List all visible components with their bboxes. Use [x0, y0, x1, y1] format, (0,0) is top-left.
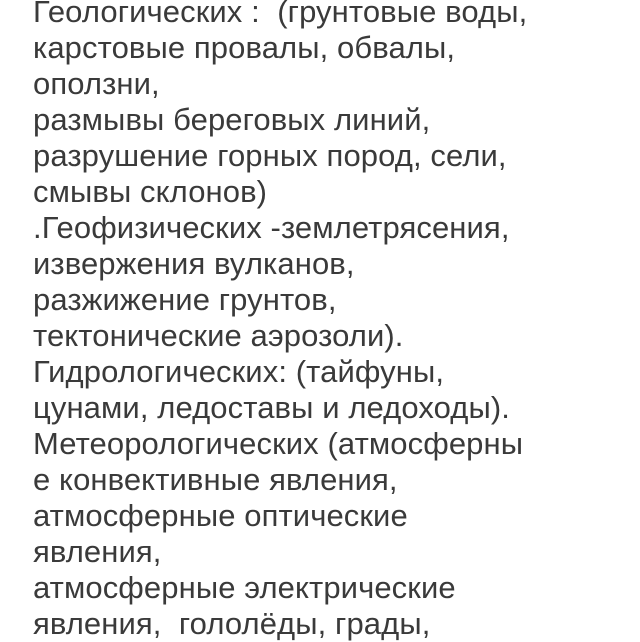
- text-line: явления, гололёды, грады,: [33, 606, 431, 641]
- text-line: Геологических : (грунтовые воды,: [33, 0, 528, 29]
- text-line: е конвективные явления,: [33, 462, 398, 497]
- text-line: .Геофизических -землетрясения,: [33, 210, 510, 245]
- text-line: разжижение грунтов,: [33, 282, 337, 317]
- text-line: карстовые провалы, обвалы,: [33, 30, 456, 65]
- text-line: извержения вулканов,: [33, 246, 355, 281]
- text-line: оползни,: [33, 66, 160, 101]
- text-line: тектонические аэрозоли).: [33, 318, 404, 353]
- text-line: размывы береговых линий,: [33, 102, 431, 137]
- text-line: явления,: [33, 534, 162, 569]
- text-line: разрушение горных пород, сели,: [33, 138, 507, 173]
- text-line: Метеорологических (атмосферны: [33, 426, 524, 461]
- text-line: атмосферные электрические: [33, 570, 456, 605]
- text-line: смывы склонов): [33, 174, 268, 209]
- text-line: Гидрологических: (тайфуны,: [33, 354, 445, 389]
- answer-text: [33, 0, 633, 642]
- text-line: цунами, ледоставы и ледоходы).: [33, 390, 510, 425]
- text-line: атмосферные оптические: [33, 498, 408, 533]
